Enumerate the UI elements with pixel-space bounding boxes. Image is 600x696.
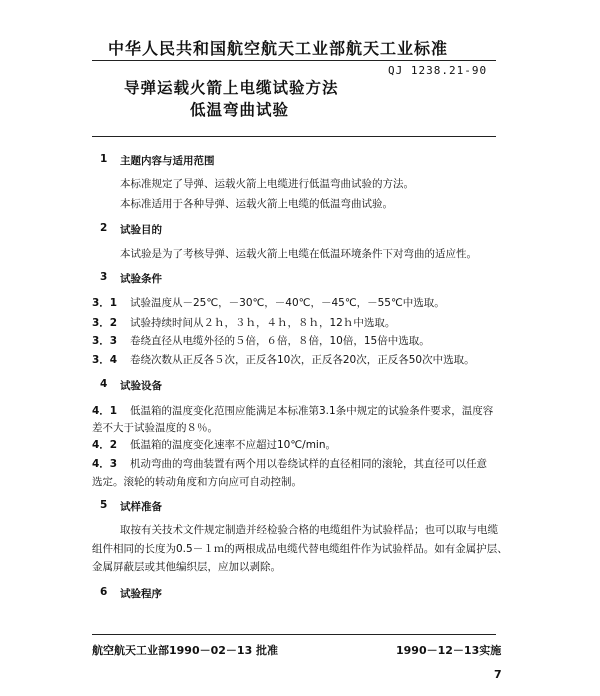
section-3-item-4-number: 3．4 (92, 354, 118, 366)
section-3-title: 试验条件 (120, 273, 162, 285)
section-1-paragraph-1: 本标准规定了导弹、运载火箭上电缆进行低温弯曲试验的方法。 (120, 178, 414, 190)
section-2-paragraph-1: 本试验是为了考核导弹、运载火箭上电缆在低温环境条件下对弯曲的适应性。 (120, 248, 477, 260)
section-3-item-1-text: 试验温度从－25℃，－30℃，－40℃，－45℃，－55℃中选取。 (130, 297, 445, 309)
section-4-number: 4 (100, 378, 108, 390)
document-header: 中华人民共和国航空航天工业部航天工业标准 (108, 39, 449, 58)
section-1-paragraph-2: 本标准适用于各种导弹、运载火箭上电缆的低温弯曲试验。 (120, 198, 393, 210)
section-2-title: 试验目的 (120, 224, 162, 236)
section-3-item-2-text: 试验持续时间从２ｈ，３ｈ，４ｈ，８ｈ，12ｈ中选取。 (130, 317, 396, 329)
section-2-number: 2 (100, 222, 108, 234)
section-3-item-1-number: 3．1 (92, 297, 118, 309)
section-6-title: 试验程序 (120, 588, 162, 600)
section-4-item-3-continuation: 选定。滚轮的转动角度和方向应可自动控制。 (92, 476, 302, 488)
footer-divider (92, 634, 496, 635)
section-3-item-2-number: 3．2 (92, 317, 118, 329)
title-divider (92, 136, 496, 137)
section-4-item-1-text: 低温箱的温度变化范围应能满足本标准第3.1条中规定的试验条件要求，温度容 (130, 405, 494, 417)
section-4-item-2-number: 4．2 (92, 439, 118, 451)
section-5-title: 试样准备 (120, 501, 162, 513)
section-4-item-1-continuation: 差不大于试验温度的８％。 (92, 422, 218, 434)
section-1-title: 主题内容与适用范围 (120, 155, 215, 167)
section-4-item-3-number: 4．3 (92, 458, 118, 470)
section-5-line-1: 取按有关技术文件规定制造并经检验合格的电缆组件为试验样品；也可以取与电缆 (120, 524, 498, 536)
section-3-number: 3 (100, 271, 108, 283)
section-5-number: 5 (100, 499, 108, 511)
section-4-item-3-text: 机动弯曲的弯曲装置有两个用以卷绕试样的直径相同的滚轮，其直径可以任意 (130, 458, 487, 470)
page-number: 7 (494, 668, 502, 681)
section-6-number: 6 (100, 586, 108, 598)
section-4-item-1-number: 4．1 (92, 405, 118, 417)
section-3-item-3-text: 卷绕直径从电缆外径的５倍，６倍，８倍，10倍，15倍中选取。 (130, 335, 430, 347)
section-3-item-4-text: 卷绕次数从正反各５次，正反各10次，正反各20次，正反各50次中选取。 (130, 354, 475, 366)
approval-date: 航空航天工业部1990－02－13 批准 (92, 644, 279, 657)
standard-code: QJ 1238.21-90 (388, 64, 488, 77)
document-title-line1: 导弹运载火箭上电缆试验方法 (124, 79, 339, 97)
section-5-line-3: 金属屏蔽层或其他编织层，应加以剥除。 (92, 561, 281, 573)
section-5-line-2: 组件相同的长度为0.5－１ｍ的两根成品电缆代替电缆组件作为试验样品。如有金属护层、 (92, 543, 508, 555)
document-title-line2: 低温弯曲试验 (190, 101, 290, 119)
section-4-item-2-text: 低温箱的温度变化速率不应超过10℃/min。 (130, 439, 336, 451)
implementation-date: 1990－12－13实施 (396, 644, 502, 657)
section-4-title: 试验设备 (120, 380, 162, 392)
section-1-number: 1 (100, 153, 108, 165)
header-divider (92, 60, 496, 61)
section-3-item-3-number: 3．3 (92, 335, 118, 347)
